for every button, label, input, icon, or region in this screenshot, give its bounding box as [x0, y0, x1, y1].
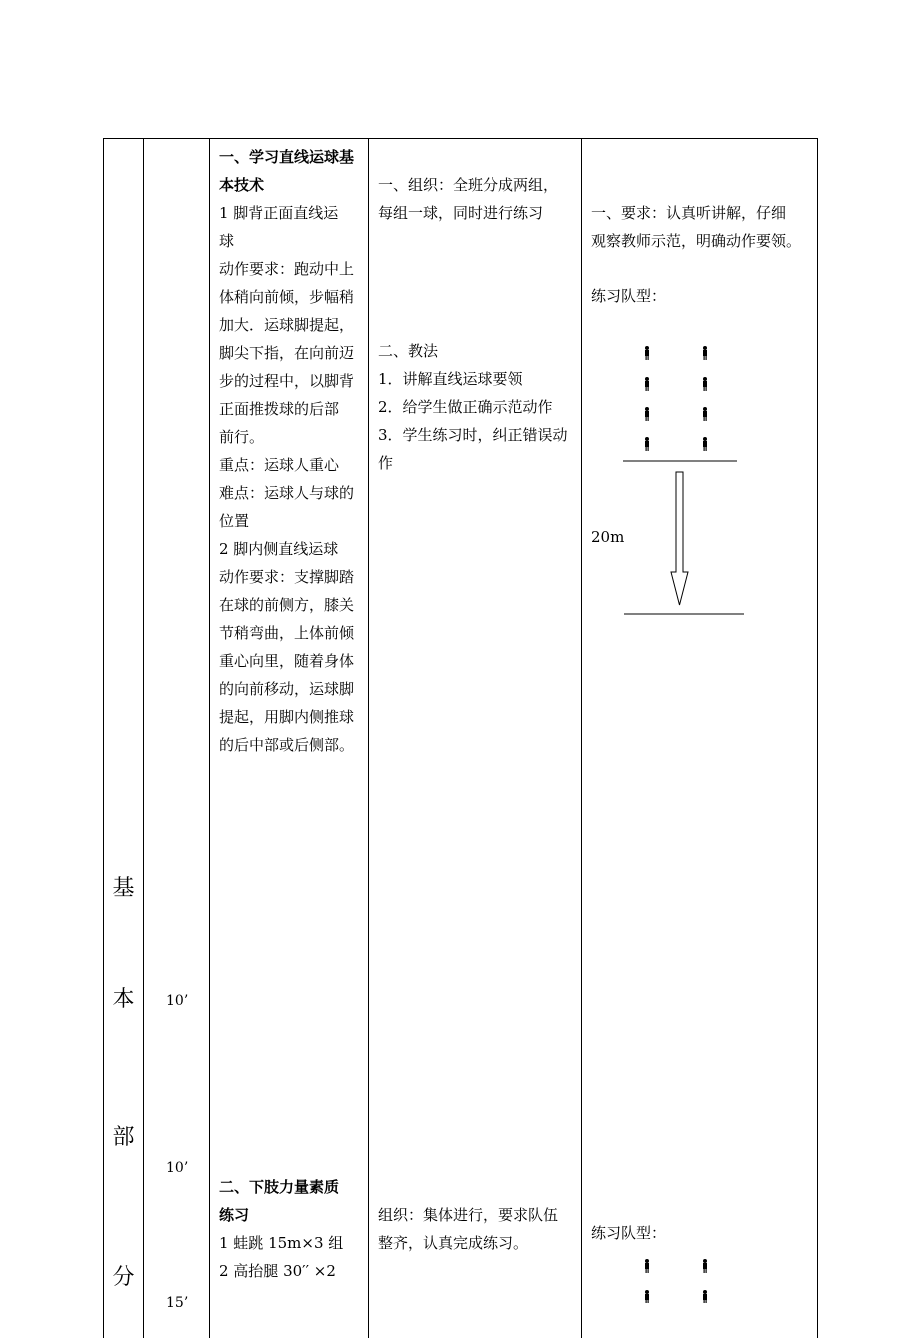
content-line: 难点：运球人与球的	[219, 484, 355, 502]
content-line: 提起，用脚内侧推球	[219, 708, 355, 726]
formation-diagram-2	[621, 1257, 746, 1303]
req-line: 观察教师示范，明确动作要领。	[591, 232, 802, 250]
time-value: 10’	[166, 993, 189, 1009]
person-icon	[703, 407, 707, 421]
person-icon	[645, 1290, 649, 1303]
content-line: 1 脚背正面直线运	[219, 204, 339, 222]
org-line: 整齐，认真完成练习。	[378, 1234, 529, 1252]
content-line: 1 蛙跳 15m×3 组	[219, 1234, 344, 1252]
person-icon	[645, 377, 649, 391]
part1-title	[219, 143, 367, 199]
finish-line	[622, 609, 747, 619]
content-line: 脚尖下指，在向前迈	[219, 344, 355, 362]
content-line: 重点：运球人重心	[219, 456, 340, 474]
content-line: 在球的前侧方，膝关	[219, 596, 355, 614]
org-line: 一、组织：全班分成两组，	[378, 176, 559, 194]
content-line: 的向前移动，运球脚	[219, 680, 355, 698]
method-line: 作	[378, 454, 394, 472]
formation-label-2: 练习队型：	[591, 1224, 667, 1242]
person-icon	[703, 346, 707, 360]
person-icon	[703, 377, 707, 391]
formation-label: 练习队型：	[591, 287, 667, 305]
method-line: 2．给学生做正确示范动作	[378, 398, 553, 416]
part1-title-line: 一、学习直线运球基	[219, 148, 355, 166]
part2-body	[219, 1229, 367, 1285]
part1-title-line: 本技术	[219, 176, 265, 194]
content-line: 球	[219, 232, 235, 250]
person-icon	[645, 407, 649, 421]
requirement-block	[591, 199, 816, 255]
part1-body	[219, 199, 367, 759]
person-icon	[645, 437, 649, 451]
organization-block	[378, 171, 578, 227]
person-icon	[703, 1290, 707, 1303]
content-line: 2 脚内侧直线运球	[219, 540, 339, 558]
org-line: 组织：集体进行，要求队伍	[378, 1206, 559, 1224]
column-divider	[143, 139, 144, 1338]
content-line: 正面推拨球的后部	[219, 400, 340, 418]
down-arrow-icon	[671, 472, 688, 605]
content-line: 的后中部或后侧部。	[219, 736, 355, 754]
part2-title-line: 练习	[219, 1206, 250, 1224]
part2-title-line: 二、下肢力量素质	[219, 1178, 340, 1196]
section-label-char: 本	[112, 987, 135, 1012]
time-value: 10’	[166, 1160, 189, 1176]
part2-title	[219, 1173, 367, 1229]
method-title: 二、教法	[378, 342, 439, 360]
distance-label: 20m	[591, 528, 625, 546]
content-line: 2 高抬腿 30′′ ×2	[219, 1262, 336, 1280]
column-divider	[209, 139, 210, 1338]
lesson-plan-table	[103, 138, 818, 1338]
column-divider	[368, 139, 369, 1338]
content-line: 加大．运球脚提起，	[219, 316, 355, 334]
method-line: 1．讲解直线运球要领	[378, 370, 523, 388]
person-icon	[645, 346, 649, 360]
formation-diagram	[621, 344, 746, 609]
method-block	[378, 337, 578, 477]
org-line: 每组一球，同时进行练习	[378, 204, 544, 222]
section-label-char: 分	[112, 1265, 135, 1290]
content-line: 节稍弯曲，上体前倾	[219, 624, 355, 642]
content-line: 位置	[219, 512, 250, 530]
section-label-char: 基	[112, 876, 135, 901]
req-line: 一、要求：认真听讲解，仔细	[591, 204, 787, 222]
time-value: 15’	[166, 1295, 189, 1311]
content-line: 体稍向前倾，步幅稍	[219, 288, 355, 306]
organization2-block	[378, 1201, 578, 1257]
content-line: 步的过程中，以脚背	[219, 372, 355, 390]
method-line: 3．学生练习时，纠正错误动	[378, 426, 568, 444]
content-line: 前行。	[219, 428, 265, 446]
column-divider	[581, 139, 582, 1338]
content-line: 动作要求：支撑脚踏	[219, 568, 355, 586]
person-icon	[703, 437, 707, 451]
section-label-char: 部	[112, 1125, 135, 1150]
person-icon	[703, 1259, 707, 1273]
content-line: 重心向里，随着身体	[219, 652, 355, 670]
person-icon	[645, 1259, 649, 1273]
content-line: 动作要求：跑动中上	[219, 260, 355, 278]
